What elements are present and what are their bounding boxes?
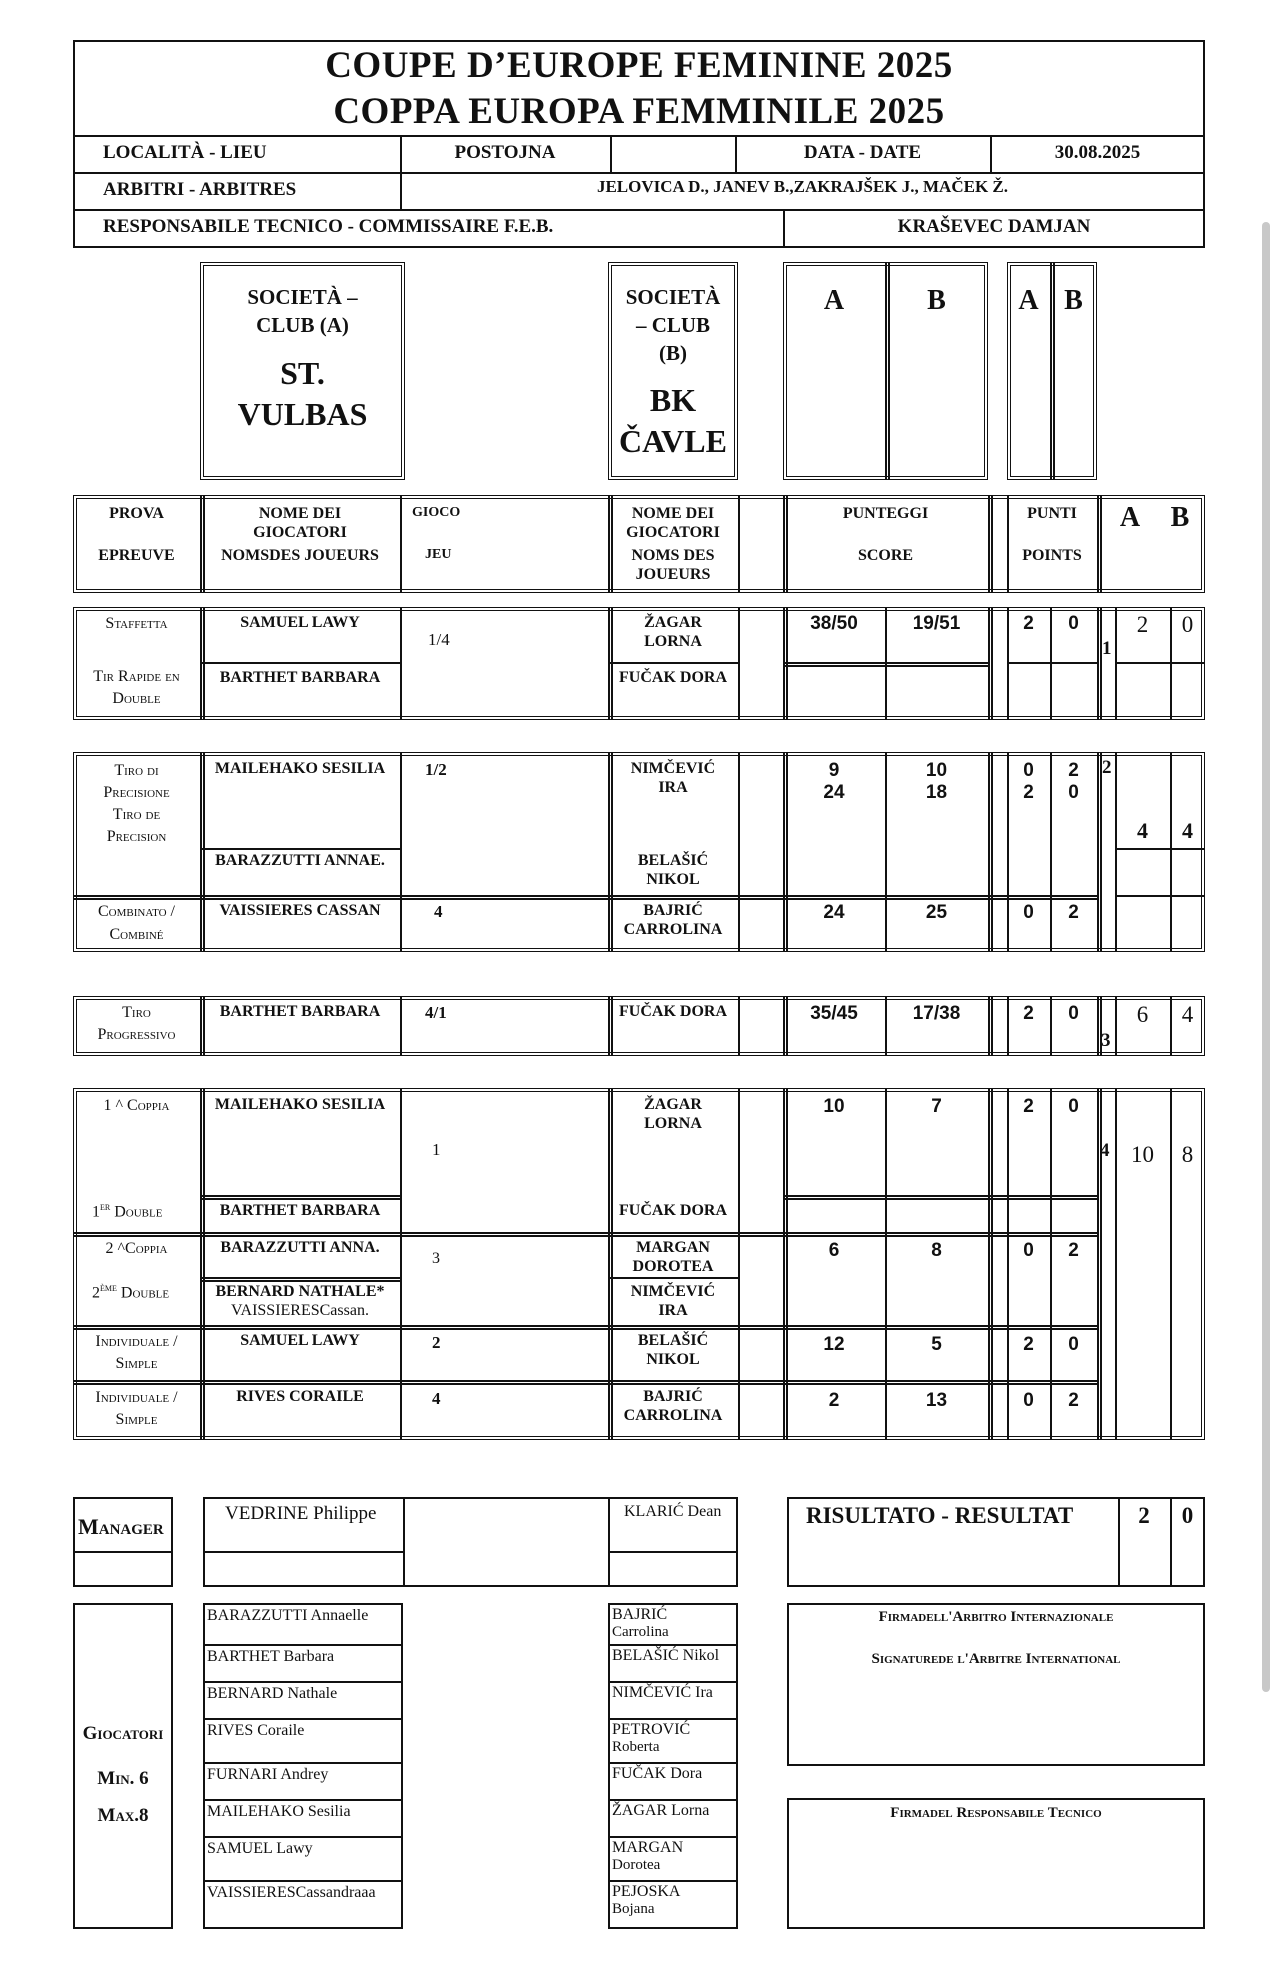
firma-arbitro-label: Signaturede l'Arbitre International [871, 1651, 1121, 1667]
club-b-label: (B) [659, 341, 687, 365]
staffetta-label: Tir Rapide en [93, 668, 180, 685]
noms-label: NOMSDES JOUEURS [221, 547, 379, 564]
total-a: 4 [1137, 818, 1148, 843]
col-div [1050, 1088, 1052, 1440]
player-a: RIVES CORAILE [236, 1388, 364, 1405]
club-b-name: BK [649, 382, 697, 418]
risultato-a: 2 [1138, 1503, 1150, 1528]
score-b: 18 [925, 782, 948, 803]
player-a: BARTHET BARBARA [219, 1202, 381, 1219]
gioco-value: 1 [432, 1140, 441, 1159]
roster-b-player: FUČAK Dora [612, 1765, 703, 1782]
points-a: 2 [1023, 782, 1034, 803]
points-b: 0 [1068, 1096, 1079, 1117]
col-div [885, 1088, 887, 1440]
player-b: FUČAK DORA [619, 1003, 727, 1020]
gioco-label: GIOCO [412, 505, 461, 520]
player-b: FUČAK DORA [619, 1202, 727, 1219]
points-b: 0 [1068, 613, 1079, 634]
nome-b-label: NOME DEI [631, 505, 715, 522]
points-b: 0 [1068, 782, 1079, 803]
score-b: 17/38 [912, 1003, 961, 1024]
col-div [608, 1497, 610, 1587]
points-a: 2 [1023, 613, 1034, 634]
col-div [783, 1088, 788, 1440]
individuale2-label: Simple [115, 1411, 158, 1428]
round-number: 1 [1102, 638, 1112, 659]
points-a: 0 [1023, 1390, 1034, 1411]
col-div [988, 495, 993, 593]
roster-divider [203, 1880, 403, 1882]
score-a: 38/50 [810, 613, 858, 634]
player-b: NIMČEVIĆ [630, 760, 716, 777]
club-b-label: SOCIETÀ [625, 285, 721, 309]
precisione-label: Tiro di [114, 762, 159, 779]
row-div [203, 1551, 403, 1553]
player-b: NIKOL [646, 1351, 700, 1368]
gioco-value: 1/4 [428, 630, 450, 649]
responsabile-value: KRAŠEVEC DAMJAN [897, 216, 1091, 237]
roster-divider [608, 1718, 738, 1720]
row-div [200, 1277, 400, 1282]
nome-label: NOME DEI [258, 505, 342, 522]
player-b: ŽAGAR [644, 1096, 702, 1113]
player-b: LORNA [644, 633, 702, 650]
col-div [988, 607, 993, 720]
player-b: BAJRIĆ [643, 1388, 703, 1405]
total-a: 2 [1136, 612, 1149, 637]
player-a: SAMUEL LAWY [240, 614, 360, 631]
arbitri-label: ARBITRI - ARBITRES [103, 179, 297, 200]
player-a: BARAZZUTTI ANNA. [220, 1239, 380, 1256]
roster-divider [203, 1644, 403, 1646]
score-a: 10 [823, 1096, 845, 1117]
prova-label: PROVA [109, 505, 164, 522]
precisione-label: Precisione [103, 784, 170, 801]
data-label: DATA - DATE [803, 142, 922, 163]
score-b: 25 [925, 902, 948, 923]
player-a: BARAZZUTTI ANNAE. [215, 852, 385, 869]
score-a: 6 [828, 1240, 840, 1261]
score-a: 2 [828, 1390, 840, 1411]
points-b: 2 [1068, 1390, 1079, 1411]
staffetta-label: Staffetta [105, 615, 168, 632]
roster-a-player: SAMUEL Lawy [207, 1840, 313, 1857]
epreuve-label: EPREUVE [98, 547, 175, 564]
row-div [200, 1195, 400, 1200]
progressivo-label: Tiro [122, 1004, 151, 1021]
total-b: 4 [1181, 1002, 1194, 1027]
roster-a-player: RIVES Coraile [207, 1722, 305, 1739]
vertical-scrollbar[interactable] [1262, 222, 1270, 1692]
round-number: 3 [1101, 1030, 1111, 1051]
total-a: 6 [1136, 1002, 1149, 1027]
nome-label: GIOCATORI [253, 524, 347, 541]
coppia2-label: 2 ^Coppia [105, 1240, 168, 1257]
individuale2-label: Individuale / [95, 1389, 178, 1406]
col-div [988, 996, 993, 1056]
row-div [73, 1232, 1098, 1237]
score-b-head: B [927, 285, 946, 316]
header-col [610, 135, 612, 172]
roster-divider [203, 1836, 403, 1838]
gioco-value: 2 [432, 1333, 441, 1352]
player-b: BELAŠIĆ [637, 1332, 709, 1349]
row-div [1115, 662, 1205, 664]
player-b: NIKOL [646, 871, 700, 888]
roster-a-player: BARTHET Barbara [207, 1648, 335, 1665]
row-div [608, 1277, 738, 1279]
roster-b-player: BAJRIĆ [612, 1606, 668, 1623]
roster-divider [203, 1799, 403, 1801]
header-divider [73, 135, 1205, 137]
col-div [400, 752, 402, 952]
manager-label: Manager [78, 1514, 164, 1539]
total-b: 0 [1181, 612, 1194, 637]
punteggi-label: PUNTEGGI [842, 505, 929, 522]
roster-divider [608, 1644, 738, 1646]
club-a-name: VULBAS [237, 396, 368, 432]
row-div [1007, 662, 1097, 664]
col-div [1097, 495, 1102, 593]
roster-a-player: VAISSIERESCassandraaa [207, 1884, 376, 1901]
roster-b-player: Dorotea [612, 1857, 661, 1873]
player-a: VAISSIERES CASSAN [219, 902, 381, 919]
points-b: 2 [1068, 760, 1079, 781]
giocatori-label: Giocatori [82, 1723, 164, 1744]
manager-b: KLARIĆ Dean [624, 1503, 722, 1520]
player-b: BELAŠIĆ [637, 852, 709, 869]
player-b: MARGAN [636, 1239, 710, 1256]
col-div [738, 996, 740, 1056]
score-b: 10 [925, 760, 948, 781]
row-div [783, 662, 988, 667]
round-number: 2 [1102, 757, 1112, 778]
row-div [200, 662, 400, 664]
club-b-name: ČAVLE [619, 423, 727, 459]
row-div [1115, 895, 1205, 897]
col-div [400, 1088, 402, 1440]
player-a: SAMUEL LAWY [240, 1332, 360, 1349]
player-b: NIMČEVIĆ [630, 1283, 716, 1300]
score-a: 24 [823, 902, 845, 923]
total-a-head: A [1119, 502, 1141, 533]
score-a-head: A [823, 285, 845, 316]
gioco-value: 4 [434, 902, 443, 921]
coppia2-label2: 2ÈME Double [92, 1284, 170, 1302]
points-a: 0 [1023, 760, 1034, 781]
punti-label: PUNTI [1027, 505, 1077, 522]
row-div [783, 1195, 1097, 1200]
individuale1-label: Simple [115, 1355, 158, 1372]
noms-b-label: JOUEURS [635, 566, 711, 583]
title-fr: COUPE D’EUROPE FEMININE 2025 [325, 45, 953, 86]
points-b-head: B [1064, 285, 1083, 316]
progressivo-label: Progressivo [97, 1026, 176, 1043]
jeu-label: JEU [425, 547, 452, 562]
row-div [608, 1551, 738, 1553]
noms-b-label: NOMS DES [631, 547, 715, 564]
points-b: 0 [1068, 1334, 1079, 1355]
total-b-head: B [1170, 502, 1190, 533]
points-b: 2 [1068, 902, 1079, 923]
roster-divider [608, 1681, 738, 1683]
score-a: 24 [823, 782, 845, 803]
roster-a-player: BERNARD Nathale [207, 1685, 338, 1702]
roster-a-player: MAILEHAKO Sesilia [207, 1803, 351, 1820]
col-div [1115, 752, 1117, 952]
roster-divider [203, 1762, 403, 1764]
coppia1-label2: 1ER Double [92, 1203, 163, 1221]
roster-divider [608, 1880, 738, 1882]
col-div [400, 996, 402, 1056]
firma-arbitro-box [787, 1603, 1205, 1766]
col-div [1097, 607, 1102, 720]
total-b: 8 [1181, 1142, 1194, 1167]
points-a: 2 [1023, 1334, 1034, 1355]
player-b: ŽAGAR [644, 614, 702, 631]
roster-b-player: ŽAGAR Lorna [612, 1802, 710, 1819]
player-a: BARTHET BARBARA [219, 1003, 381, 1020]
col-div [1115, 1088, 1117, 1440]
player-a: MAILEHAKO SESILIA [214, 760, 386, 777]
score-b: 13 [925, 1390, 948, 1411]
points-a: 0 [1023, 902, 1034, 923]
precisione-label: Precision [106, 828, 167, 845]
player-a: VAISSIERESCassan. [231, 1302, 369, 1319]
combinato-label: Combiné [109, 926, 164, 943]
risultato-label: RISULTATO - RESULTAT [806, 1503, 1074, 1528]
total-a: 10 [1131, 1142, 1154, 1167]
col-div [738, 607, 740, 720]
col-div [1097, 752, 1102, 952]
col-div [1170, 1088, 1172, 1440]
club-a-label: SOCIETÀ – [247, 285, 358, 309]
max-label: Max.8 [97, 1805, 149, 1826]
roster-b-player: PEJOSKA [612, 1883, 681, 1900]
score-label: SCORE [857, 547, 914, 564]
manager-a: VEDRINE Philippe [225, 1503, 377, 1524]
localita-value: POSTOJNA [454, 142, 556, 163]
col-div [1170, 752, 1172, 952]
player-b: LORNA [644, 1115, 702, 1132]
player-b: BAJRIĆ [643, 902, 703, 919]
player-b: CARROLINA [623, 1407, 723, 1424]
row-div [1115, 848, 1205, 850]
club-a-label: CLUB (A) [256, 313, 349, 337]
roster-divider [608, 1836, 738, 1838]
col-div [1007, 1088, 1009, 1440]
roster-b-player: PETROVIĆ [612, 1721, 691, 1738]
individuale1-label: Individuale / [95, 1333, 178, 1350]
firma-responsabile-label: Firmadel Responsabile Tecnico [890, 1805, 1102, 1821]
manager-label-box [73, 1497, 173, 1587]
gioco-value: 4 [432, 1389, 441, 1408]
roster-b-player: NIMČEVIĆ Ira [612, 1684, 713, 1701]
gioco-value: 1/2 [425, 760, 447, 779]
title-it: COPPA EUROPA FEMMINILE 2025 [333, 91, 945, 132]
roster-divider [608, 1799, 738, 1801]
points-b: 0 [1068, 1003, 1079, 1024]
gioco-value: 4/1 [425, 1003, 447, 1022]
score-a: 9 [828, 760, 840, 781]
roster-b-player: Carrolina [612, 1624, 669, 1640]
player-a: BARTHET BARBARA [219, 669, 381, 686]
precisione-label: Tiro de [112, 806, 161, 823]
risultato-b: 0 [1181, 1503, 1194, 1528]
col-div [988, 1088, 993, 1440]
score-a: 35/45 [810, 1003, 858, 1024]
score-b: 8 [931, 1240, 942, 1261]
player-b: DOROTEA [632, 1258, 714, 1275]
responsabile-label: RESPONSABILE TECNICO - COMMISSAIRE F.E.B. [103, 216, 554, 237]
points-a: 0 [1023, 1240, 1034, 1261]
roster-b-player: MARGAN [612, 1839, 684, 1856]
score-a: 12 [823, 1334, 845, 1355]
col-div [403, 1497, 405, 1587]
points-a: 2 [1023, 1096, 1034, 1117]
points-a-head: A [1018, 285, 1039, 316]
roster-a-player: BARAZZUTTI Annaelle [207, 1607, 369, 1624]
roster-b-player: Roberta [612, 1739, 660, 1755]
points-label: POINTS [1022, 547, 1082, 564]
col-div [988, 752, 993, 952]
col-div [400, 495, 402, 593]
col-div [738, 752, 740, 952]
roster-divider [203, 1718, 403, 1720]
row-div [200, 848, 400, 850]
header-divider [73, 209, 1205, 211]
player-a: BERNARD NATHALE* [215, 1283, 385, 1300]
nome-b-label: GIOCATORI [626, 524, 720, 541]
points-b: 2 [1068, 1240, 1079, 1261]
score-b: 5 [931, 1334, 942, 1355]
arbitri-value: JELOVICA D., JANEV B.,ZAKRAJŠEK J., MAČEK Ž. [596, 177, 1009, 196]
staffetta-label: Double [112, 690, 161, 707]
score-b: 19/51 [912, 613, 961, 634]
round-number: 4 [1100, 1140, 1110, 1161]
row-div [73, 1551, 173, 1553]
header-divider [73, 172, 1205, 174]
roster-b-player: Bojana [612, 1901, 655, 1917]
data-value: 30.08.2025 [1054, 142, 1141, 163]
score-b: 7 [931, 1096, 942, 1117]
col-div [738, 1088, 740, 1440]
player-b: FUČAK DORA [619, 669, 727, 686]
roster-a-player: FURNARI Andrey [207, 1766, 329, 1783]
row-div [73, 895, 1098, 900]
giocatori-label-box [73, 1603, 173, 1929]
club-a-name: ST. [280, 355, 325, 391]
coppia1-label: 1 ^ Coppia [103, 1097, 170, 1114]
row-div [73, 1380, 1098, 1385]
roster-b-player: BELAŠIĆ Nikol [612, 1647, 720, 1664]
roster-divider [203, 1681, 403, 1683]
player-a: MAILEHAKO SESILIA [214, 1096, 386, 1113]
min-label: Min. 6 [97, 1768, 149, 1789]
player-b: IRA [658, 1302, 688, 1319]
row-div [608, 662, 738, 664]
col-div [738, 495, 740, 593]
firma-arbitro-label: Firmadell'Arbitro Internazionale [878, 1609, 1114, 1625]
player-b: IRA [658, 779, 688, 796]
localita-label: LOCALITÀ - LIEU [103, 142, 267, 163]
col-div [400, 607, 402, 720]
roster-divider [608, 1762, 738, 1764]
row-div [73, 1325, 1098, 1330]
club-b-label: – CLUB [635, 313, 711, 337]
player-b: CARROLINA [623, 921, 723, 938]
gioco-value: 3 [432, 1250, 440, 1267]
total-b: 4 [1182, 818, 1193, 843]
points-a: 2 [1023, 1003, 1034, 1024]
combinato-label: Combinato / [98, 903, 175, 920]
